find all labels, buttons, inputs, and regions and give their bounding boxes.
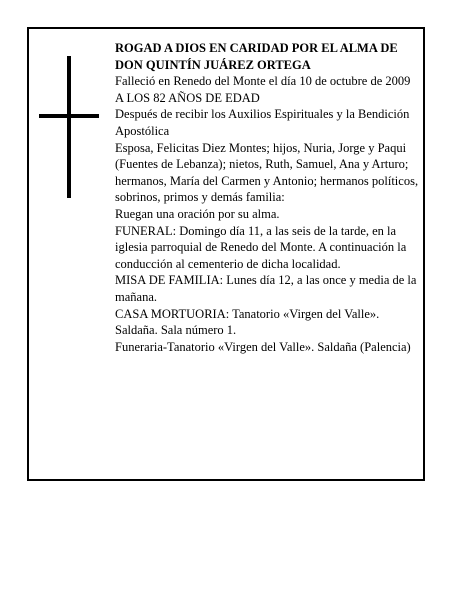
prayer-request-text: Ruegan una oración por su alma. <box>115 206 280 221</box>
cross-vertical-bar <box>67 56 71 198</box>
death-date-text: Falleció en Renedo del Monte el día 10 de octubre de 2009 <box>115 74 411 89</box>
funeral-info-text: FUNERAL: Domingo día 11, a las seis de la tarde, en la iglesia parroquial de Renedo del Monte. A continuación la conducción al cementerio de dicha localidad. <box>115 223 407 271</box>
family-mass-text: MISA DE FAMILIA: Lunes día 12, a las once y media de la mañana. <box>115 273 417 304</box>
sacraments-text: Después de recibir los Auxilios Espirituales y la Bendición Apostólica <box>115 107 410 138</box>
family-text: Esposa, Felicitas Diez Montes; hijos, Nuria, Jorge y Paqui (Fuentes de Lebanza); nietos, Ruth, Samuel, Ana y Arturo; hermanos, María del Carmen y Antonio; hermanos políticos, sobrinos, primos y demás familia: <box>115 140 419 205</box>
funeral-home-text: Funeraria-Tanatorio «Virgen del Valle». Saldaña (Palencia) <box>115 339 411 354</box>
obituary-notice <box>27 27 425 481</box>
notice-body <box>115 40 419 355</box>
mortuary-text: CASA MORTUORIA: Tanatorio «Virgen del Valle». Saldaña. Sala número 1. <box>115 306 380 338</box>
notice-heading-line1: ROGAD A DIOS EN CARIDAD POR EL ALMA DE <box>115 41 398 55</box>
deceased-name: DON QUINTÍN JUÁREZ ORTEGA <box>115 57 311 72</box>
cross-horizontal-bar <box>39 114 99 118</box>
age-text: A LOS 82 AÑOS DE EDAD <box>115 90 260 105</box>
cross-icon <box>39 56 99 198</box>
